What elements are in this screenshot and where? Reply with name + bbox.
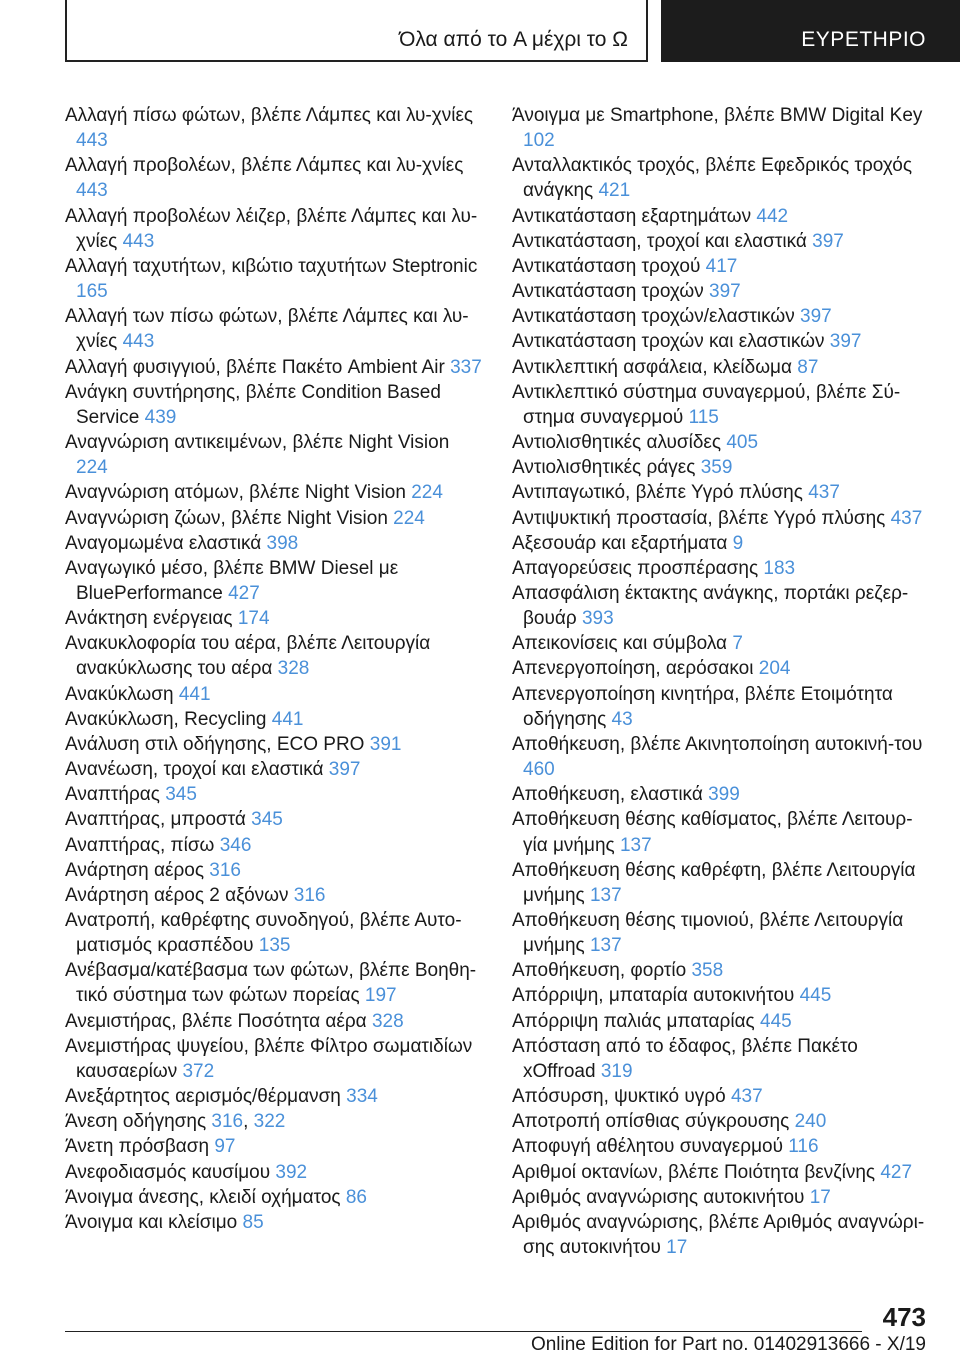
index-entry-text: Αποθήκευση, φορτίο [512, 960, 687, 982]
index-entry-text: Αλλαγή προβολέων λέιζερ, βλέπε Λάμπες και λυ‐χνίες [65, 205, 478, 252]
index-entry [65, 606, 485, 631]
index-entry-text: Αναγνώριση ατόμων, βλέπε Night Vision [65, 482, 406, 504]
index-entry-text: Ανάκτηση ενέργειας [65, 608, 233, 630]
page-reference-link[interactable]: 399 [708, 784, 740, 806]
page-reference-link[interactable]: 397 [812, 230, 844, 252]
page-reference-link[interactable]: 137 [619, 834, 652, 856]
page-number: 473 [882, 1302, 926, 1332]
index-entry-text: Ανανέωση, τροχοί και ελαστικά [65, 759, 324, 781]
index-entry-text: Αναπτήρας [65, 784, 160, 806]
index-entry [512, 631, 932, 656]
index-entry [512, 1210, 932, 1260]
index-entry-text: Αλλαγή φυσιγγιού, βλέπε Πακέτο Ambient Air [65, 356, 445, 378]
index-entry [512, 958, 932, 983]
page-reference-link[interactable]: 441 [271, 708, 304, 730]
page-reference-link[interactable]: 421 [598, 180, 631, 202]
index-entry [65, 103, 485, 153]
page-reference-link[interactable]: 443 [76, 130, 108, 152]
page-reference-link[interactable]: 137 [589, 935, 622, 957]
page-reference-link[interactable]: 204 [758, 658, 791, 680]
index-entry [65, 908, 485, 958]
index-entry [65, 506, 485, 531]
index-entry-text: Αντικατάσταση τροχών και ελαστικών [512, 331, 825, 353]
page-reference-link[interactable]: 397 [709, 281, 741, 303]
index-entry [65, 757, 485, 782]
section-tab[interactable] [65, 0, 648, 62]
page-reference-link[interactable]: 437 [890, 507, 923, 529]
index-entry-text: Ανατροπή, καθρέφτης συνοδηγού, βλέπε Αυτο‐ματισμός κρασπέδου [65, 910, 462, 957]
index-entry [512, 430, 932, 455]
index-entry-text: Απόρριψη παλιάς μπαταρίας [512, 1010, 755, 1032]
page-reference-link[interactable]: 417 [705, 255, 738, 277]
index-entry [65, 380, 485, 430]
index-entry-text: Απόρριψη, μπαταρία αυτοκινήτου [512, 985, 795, 1007]
page-reference-link[interactable]: 437 [808, 482, 840, 504]
page-reference-link[interactable]: 397 [800, 306, 832, 328]
index-entry-text: Αλλαγή ταχυτήτων, κιβώτιο ταχυτήτων Steptronic [65, 255, 478, 277]
section-title: Όλα από το A μέχρι το Ω [399, 28, 628, 51]
page-reference-link[interactable]: 427 [228, 582, 260, 604]
index-entry [512, 983, 932, 1008]
index-entry-text: Αλλαγή προβολέων, βλέπε Λάμπες και λυ‐χνίες [65, 155, 464, 177]
index-entry [512, 1109, 932, 1134]
index-entry [512, 556, 932, 581]
index-entry [512, 229, 932, 254]
index-entry-text: Απασφάλιση έκτακτης ανάγκης, πορτάκι ρεζερ‐βουάρ [512, 582, 909, 630]
index-entry [65, 556, 485, 606]
index-entry-text: Άνετη πρόσβαση [65, 1136, 210, 1158]
index-entry [65, 1160, 485, 1185]
index-entry-text: Αξεσουάρ και εξαρτήματα [512, 532, 728, 554]
index-entry [512, 480, 932, 505]
index-entry [512, 1009, 932, 1034]
index-entry [512, 1034, 932, 1084]
index-entry [512, 103, 932, 153]
page-reference-link[interactable]: 358 [691, 960, 724, 982]
index-entry [65, 531, 485, 556]
page-reference-link[interactable]: 397 [829, 331, 862, 353]
page-reference-link[interactable]: 437 [730, 1086, 763, 1108]
index-tab[interactable] [661, 0, 960, 62]
index-entry [512, 304, 932, 329]
index-entry-text: Αντικατάσταση, τροχοί και ελαστικά [512, 230, 807, 252]
index-label: ΕΥΡΕΤΗΡΙΟ [801, 28, 926, 51]
index-entry [512, 1185, 932, 1210]
index-entry-text: Απενεργοποίηση, αερόσακοι [512, 658, 754, 680]
page-reference-link[interactable]: 86 [345, 1186, 367, 1208]
index-entry [512, 782, 932, 807]
index-entry [512, 807, 932, 857]
index-entry [65, 254, 485, 304]
index-entry-text: Αλλαγή των πίσω φώτων, βλέπε Λάμπες και λυ‐χνίες [65, 306, 469, 353]
index-entry [65, 153, 485, 203]
index-entry [65, 958, 485, 1008]
index-entry [512, 279, 932, 304]
footer-edition-text: Online Edition for Part no. 01402913666 - X/19 [530, 1334, 926, 1355]
page-reference-link[interactable]: 393 [581, 608, 614, 630]
page-reference-link[interactable]: 439 [144, 406, 177, 428]
index-entry: Άνεση οδήγησης 316, 322 [65, 1111, 286, 1133]
index-entry-text: Αντιπαγωτικό, βλέπε Υγρό πλύσης [512, 482, 803, 504]
index-entry [512, 581, 932, 631]
index-entry-text: Αλλαγή πίσω φώτων, βλέπε Λάμπες και λυ‐χνίες [65, 105, 474, 126]
index-entry-text: Αποθήκευση, ελαστικά [512, 784, 703, 806]
index-entry-text: Άνοιγμα άνεσης, κλειδί οχήματος [65, 1186, 341, 1208]
index-entry [512, 355, 932, 380]
index-entry [65, 883, 485, 908]
index-entry [65, 833, 485, 858]
page-reference-link[interactable]: 442 [756, 205, 789, 227]
index-entry-text: Απόσταση από το έδαφος, βλέπε Πακέτο xOffroad [512, 1035, 858, 1082]
page-reference-link[interactable]: 359 [700, 457, 733, 479]
index-entry-text: Αποθήκευση θέσης καθρέφτη, βλέπε Λειτουργία μνήμης [512, 859, 916, 906]
index-entry-text: Αντικατάσταση τροχών/ελαστικών [512, 306, 795, 328]
page-reference-link[interactable]: 345 [251, 809, 283, 831]
page-reference-link[interactable]: 405 [726, 432, 759, 454]
page-reference-link[interactable]: 392 [275, 1161, 308, 1183]
index-entry-text: Αντικατάσταση τροχού [512, 255, 701, 277]
index-entry-text: Απεικονίσεις και σύμβολα [512, 633, 728, 655]
index-entry-text: Απόσυρση, ψυκτικό υγρό [512, 1086, 726, 1108]
index-entry-text: Αριθμός αναγνώρισης αυτοκινήτου [512, 1186, 805, 1208]
index-entry [65, 682, 485, 707]
index-entry-text: Αντικλεπτικό σύστημα συναγερμού, βλέπε Σύ‐στημα συναγερμού [512, 381, 901, 428]
page-reference-link[interactable]: 346 [219, 834, 252, 856]
index-entry-text: Αντικλεπτική ασφάλεια, κλείδωμα [512, 356, 792, 378]
page-reference-link[interactable]: 43 [611, 708, 633, 730]
index-entry [65, 1034, 485, 1084]
page-reference-link[interactable]: 398 [266, 532, 299, 554]
index-entry [65, 782, 485, 807]
index-entry-text: Αντικατάσταση εξαρτημάτων [512, 205, 752, 227]
page-reference-link[interactable]: 334 [346, 1086, 378, 1108]
index-entry-text: Αντιολισθητικές ράγες [512, 457, 696, 479]
index-entry-text: Αναπτήρας, πίσω [65, 834, 215, 856]
page-reference-link[interactable]: 316 [293, 884, 326, 906]
index-entry-text: Ανακύκλωση, Recycling [65, 708, 267, 730]
page-reference-link[interactable]: 372 [182, 1060, 215, 1082]
index-entry-text: Αποθήκευση, βλέπε Ακινητοποίηση αυτοκινή‐του [512, 733, 923, 755]
index-entry [512, 908, 932, 958]
index-entry-text: Αναγνώριση ζώων, βλέπε Night Vision [65, 507, 388, 529]
page-reference-link[interactable]: 102 [523, 130, 555, 152]
page-reference-link[interactable]: 397 [328, 759, 361, 781]
index-entry-text: Αντικατάσταση τροχών [512, 281, 704, 303]
index-entry-text: Ανακυκλοφορία του αέρα, βλέπε Λειτουργία ανακύκλωσης του αέρα [65, 633, 431, 680]
page-reference-link[interactable]: 135 [258, 935, 291, 957]
page-reference-link[interactable]: 174 [237, 608, 270, 630]
page-reference-link[interactable]: 328 [277, 658, 310, 680]
index-entry [512, 254, 932, 279]
index-entry [512, 506, 932, 531]
index-entry-text: Ανεμιστήρας, βλέπε Ποσότητα αέρα [65, 1010, 367, 1032]
index-entry-text: Αριθμοί οκτανίων, βλέπε Ποιότητα βενζίνης [512, 1161, 876, 1183]
page-reference-link[interactable]: 460 [523, 759, 555, 781]
page-reference-link[interactable]: 445 [760, 1010, 792, 1032]
page-reference-link[interactable]: 443 [76, 180, 108, 202]
index-entry [65, 1210, 485, 1235]
index-entry-text: Αριθμός αναγνώρισης, βλέπε Αριθμός αναγνώρι‐σης αυτοκινήτου [512, 1211, 925, 1259]
index-entry-text: Ανάρτηση αέρος 2 αξόνων [65, 884, 289, 906]
index-entry [65, 707, 485, 732]
footer-divider [65, 1331, 862, 1332]
index-entry [65, 858, 485, 883]
index-entry-text: Αποθήκευση θέσης καθίσματος, βλέπε Λειτουρ‐γία μνήμης [512, 809, 913, 856]
page-reference-link[interactable]: 316 [211, 1111, 244, 1133]
page-reference-link[interactable]: 319 [600, 1060, 633, 1082]
index-entry [65, 1134, 485, 1159]
page-reference-link[interactable]: 224 [411, 482, 443, 504]
index-entry-text: Ανακύκλωση [65, 683, 174, 705]
page-reference-link[interactable]: 337 [450, 356, 482, 378]
page-reference-link[interactable]: 427 [880, 1161, 913, 1183]
index-entry [65, 1009, 485, 1034]
index-entry-text: Ανάλυση στιλ οδήγησης, ECO PRO [65, 733, 365, 755]
index-column-left [65, 103, 485, 1235]
index-entry-text: Απαγορεύσεις προσπέρασης [512, 557, 759, 579]
page-reference-link[interactable]: 197 [364, 985, 397, 1007]
index-entry-text: Ανάρτηση αέρος [65, 859, 204, 881]
page-reference-link[interactable]: 443 [122, 230, 155, 252]
page-reference-link[interactable]: 224 [76, 457, 108, 479]
index-entry [512, 455, 932, 480]
page-reference-link[interactable]: 183 [763, 557, 796, 579]
page-reference-link[interactable]: 240 [794, 1111, 827, 1133]
index-entry-text: Ανέβασμα/κατέβασμα των φώτων, βλέπε Βοηθη‐τικό σύστημα των φώτων πορείας [65, 960, 477, 1007]
page-reference-link[interactable]: 316 [209, 859, 241, 881]
page-reference-link[interactable]: 391 [369, 733, 402, 755]
page-reference-link[interactable]: 345 [165, 784, 197, 806]
page-reference-link[interactable]: 137 [589, 884, 622, 906]
index-entry [512, 732, 932, 782]
index-entry-text: Αποφυγή αθέλητου συναγερμού [512, 1136, 783, 1158]
index-entry-text: Ανεξάρτητος αερισμός/θέρμανση [65, 1086, 341, 1108]
index-entry [512, 329, 932, 354]
index-entry [512, 1160, 932, 1185]
index-entry [65, 304, 485, 354]
index-entry [512, 1134, 932, 1159]
index-entry [512, 656, 932, 681]
index-entry [65, 480, 485, 505]
page-reference-link[interactable]: 165 [76, 281, 108, 303]
index-entry-text: Αποτροπή οπίσθιας σύγκρουσης [512, 1111, 790, 1133]
page-reference-link[interactable]: 87 [797, 356, 819, 378]
index-entry [65, 1084, 485, 1109]
index-entry-text: Ανεφοδιασμός καυσίμου [65, 1161, 271, 1183]
index-entry-text: Αποθήκευση θέσης τιμονιού, βλέπε Λειτουργία μνήμης [512, 910, 904, 957]
index-entry-text: Αναγνώριση αντικειμένων, βλέπε Night Vision [65, 432, 450, 454]
index-entry [512, 531, 932, 556]
index-entry-text: Άνοιγμα και κλείσιμο [65, 1211, 238, 1233]
index-entry [512, 153, 932, 203]
page-reference-link[interactable]: 328 [371, 1010, 404, 1032]
index-entry-text: Αναγωγικό μέσο, βλέπε BMW Diesel με BluePerformance [65, 557, 399, 604]
page-reference-link[interactable]: 322 [253, 1111, 286, 1133]
index-entry [65, 355, 485, 380]
index-entry [65, 732, 485, 757]
index-entry-text: Άνοιγμα με Smartphone, βλέπε BMW Digital Key [512, 105, 923, 126]
index-entry [65, 1185, 485, 1210]
page-reference-link[interactable]: 17 [666, 1237, 688, 1259]
index-entry [512, 380, 932, 430]
index-entry-text: Αναγομωμένα ελαστικά [65, 532, 262, 554]
index-entry-text: Ανάγκη συντήρησης, βλέπε Condition Based Service [65, 381, 441, 428]
index-entry-text: Αναπτήρας, μπροστά [65, 809, 246, 831]
page-header [65, 0, 960, 64]
page-reference-link[interactable]: 9 [732, 532, 744, 554]
page-reference-link[interactable]: 116 [788, 1136, 819, 1158]
page-reference-link[interactable]: 7 [732, 633, 743, 655]
index-entry-text: Άνεση οδήγησης [65, 1111, 207, 1133]
index-entry [512, 682, 932, 732]
index-entry [65, 204, 485, 254]
index-entry [512, 858, 932, 908]
page-reference-link[interactable]: 224 [393, 507, 425, 529]
index-entry-text: Ανταλλακτικός τροχός, βλέπε Εφεδρικός τροχός ανάγκης [512, 155, 913, 202]
index-entry-text: Αντιολισθητικές αλυσίδες [512, 432, 722, 454]
index-entry [65, 631, 485, 681]
page-reference-link[interactable]: 445 [799, 985, 832, 1007]
page-reference-link[interactable]: 443 [122, 331, 155, 353]
page-reference-link[interactable]: 85 [242, 1211, 264, 1233]
index-entry [512, 1084, 932, 1109]
page-reference-link[interactable]: 115 [688, 406, 719, 428]
index-entry [65, 430, 485, 480]
page-reference-link[interactable]: 441 [178, 683, 211, 705]
index-entry [512, 204, 932, 229]
index-entry-text: Αντιψυκτική προστασία, βλέπε Υγρό πλύσης [512, 507, 886, 529]
page-reference-link[interactable]: 97 [214, 1136, 236, 1158]
page-reference-link[interactable]: 17 [809, 1186, 831, 1208]
index-column-right [512, 103, 932, 1260]
index-entry-text: Ανεμιστήρας ψυγείου, βλέπε Φίλτρο σωματιδίων καυσαερίων [65, 1035, 473, 1082]
index-entry-text: Απενεργοποίηση κινητήρα, βλέπε Ετοιμότητα οδήγησης [512, 683, 893, 730]
index-entry [65, 807, 485, 832]
